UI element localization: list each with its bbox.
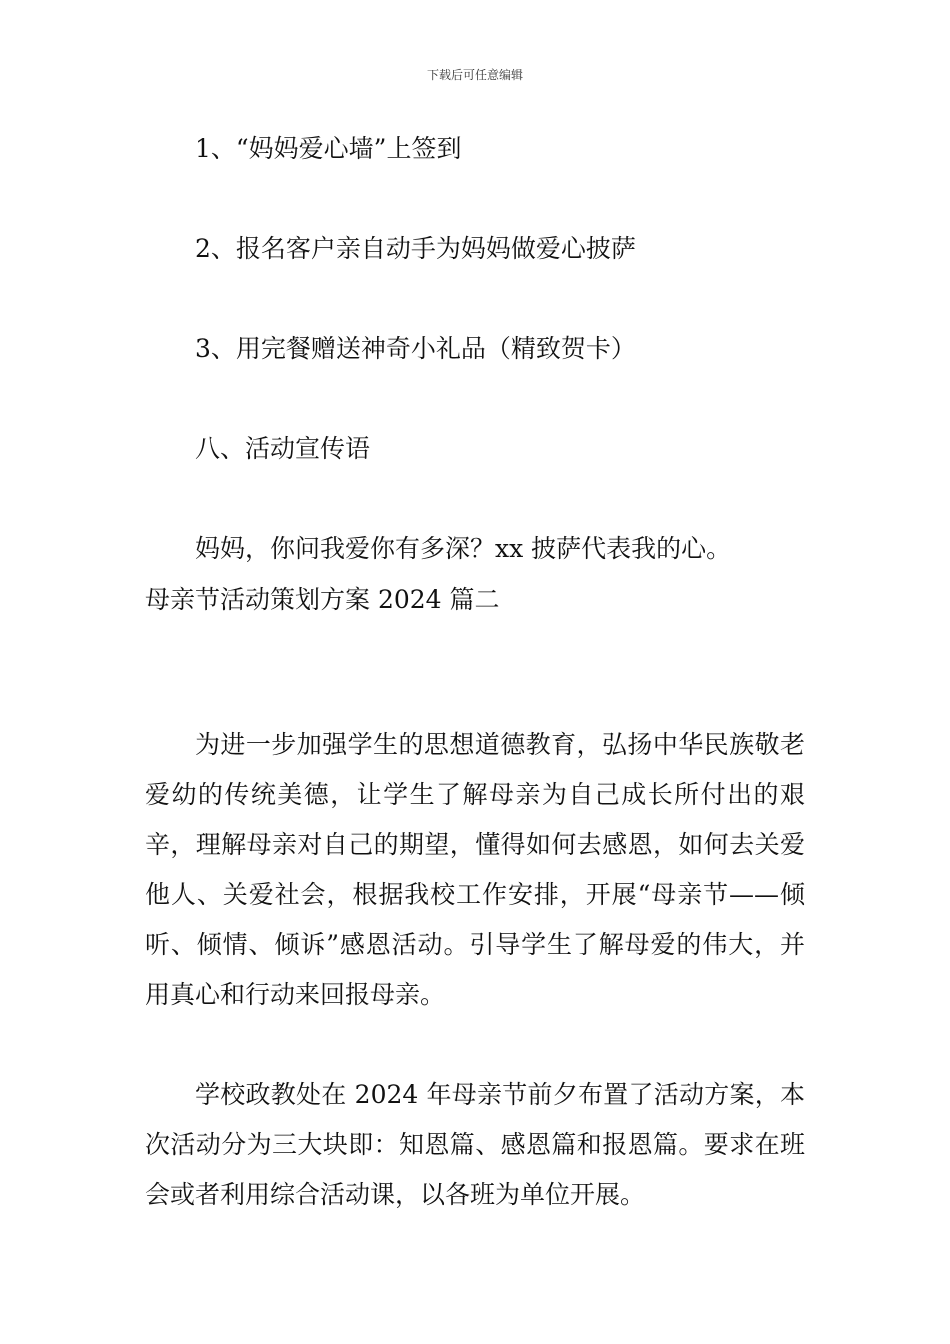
list-item-1: 1、“妈妈爱心墙”上签到 <box>195 134 462 163</box>
body-paragraph: 学校政教处在 2024 年母亲节前夕布置了活动方案，本次活动分为三大块即：知恩篇、感恩篇和报恩篇。要求在班会或者利用综合活动课，以各班为单位开展。 <box>145 1080 805 1209</box>
section-heading: 八、活动宣传语 <box>195 434 371 463</box>
body-paragraph: 为进一步加强学生的思想道德教育，弘扬中华民族敬老爱幼的传统美德，让学生了解母亲为自己成长所付出的艰辛，理解母亲对自己的期望，懂得如何去感恩，如何去关爱他人、关爱社会，根据我校工作安排，开展“母亲节——倾听、倾情、倾诉”感恩活动。引导学生了解母爱的伟大，并用真心和行动来回报母亲。 <box>145 730 805 1009</box>
page-header-note: 下载后可任意编辑 <box>426 68 523 82</box>
list-item-2: 2、报名客户亲自动手为妈妈做爱心披萨 <box>195 234 636 263</box>
list-item-3: 3、用完餐赠送神奇小礼品（精致贺卡） <box>195 334 636 363</box>
slogan-text: 妈妈，你问我爱你有多深？xx 披萨代表我的心。 <box>195 534 732 563</box>
document-title: 母亲节活动策划方案 2024 篇二 <box>145 585 500 614</box>
